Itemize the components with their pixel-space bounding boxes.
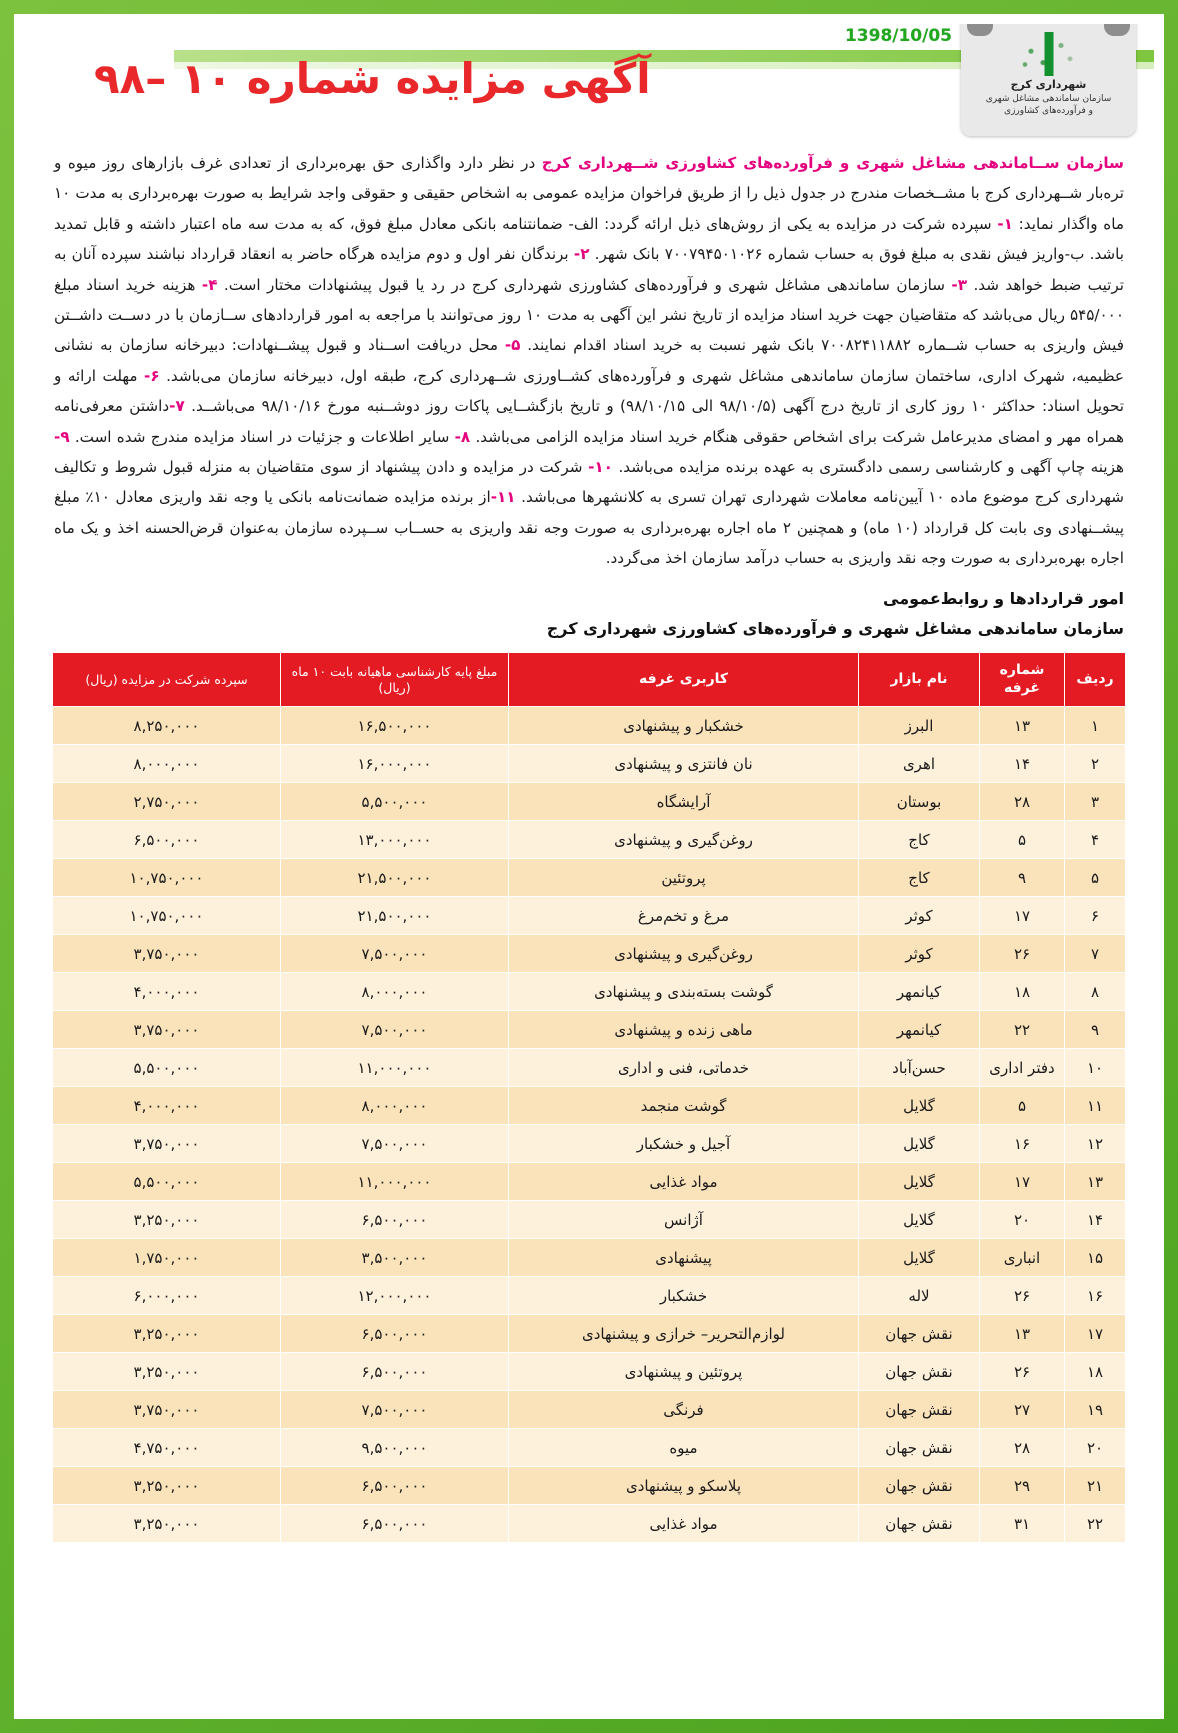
cell-market: گلایل <box>859 1125 980 1163</box>
cell-ordinal: ۱۰ <box>1065 1049 1126 1087</box>
announcement-body <box>24 142 1154 574</box>
cell-ordinal: ۱۹ <box>1065 1391 1126 1429</box>
cell-market: کیانمهر <box>859 973 980 1011</box>
cell-ordinal: ۱۱ <box>1065 1087 1126 1125</box>
clause-2: ۲- برندگان نفر اول و دوم مزایده هرگاه حاضر به انعقاد قرارداد نباشند سپرده آنان به ترتیب ضبط خواهد شد. <box>54 245 1124 294</box>
cell-price: ۸,۰۰۰,۰۰۰ <box>281 1087 509 1125</box>
table-body <box>53 707 1126 1543</box>
clause-3: ۳- سازمان ساماندهی مشاغل شهری و فرآورده‌های کشاورزی شهرداری کرج در رد یا قبول پیشنهادات مختار است. <box>217 275 967 294</box>
cell-booth: ۲۶ <box>980 1353 1065 1391</box>
cell-booth: ۲۷ <box>980 1391 1065 1429</box>
cell-deposit: ۸,۰۰۰,۰۰۰ <box>53 745 281 783</box>
cell-usage: خشکبار و پیشنهادی <box>509 707 859 745</box>
cell-usage: گوشت بسته‌بندی و پیشنهادی <box>509 973 859 1011</box>
table-row <box>53 1315 1126 1353</box>
cell-usage: گوشت منجمد <box>509 1087 859 1125</box>
cell-deposit: ۳,۷۵۰,۰۰۰ <box>53 935 281 973</box>
cell-deposit: ۳,۲۵۰,۰۰۰ <box>53 1315 281 1353</box>
cell-usage: روغن‌گیری و پیشنهادی <box>509 935 859 973</box>
cell-market: نقش جهان <box>859 1315 980 1353</box>
cell-price: ۷,۵۰۰,۰۰۰ <box>281 1125 509 1163</box>
cell-ordinal: ۷ <box>1065 935 1126 973</box>
cell-booth: دفتر اداری <box>980 1049 1065 1087</box>
col-header-booth-usage: کاربری غرفه <box>509 653 859 707</box>
cell-ordinal: ۶ <box>1065 897 1126 935</box>
cell-ordinal: ۱۷ <box>1065 1315 1126 1353</box>
col-header-base-price: مبلغ پایه کارشناسی ماهیانه بابت ۱۰ ماه (ریال) <box>281 653 509 707</box>
logo-org-line1: سازمان ساماندهی مشاغل شهری <box>985 94 1112 104</box>
cell-booth: ۱۷ <box>980 897 1065 935</box>
page-title: آگهی مزایده شماره ۱۰ –۹۸ <box>94 54 651 103</box>
col-header-market-name: نام بازار <box>859 653 980 707</box>
booths-table <box>52 652 1126 1543</box>
cell-deposit: ۴,۰۰۰,۰۰۰ <box>53 1087 281 1125</box>
cell-ordinal: ۴ <box>1065 821 1126 859</box>
cell-market: بوستان <box>859 783 980 821</box>
cell-market: لاله <box>859 1277 980 1315</box>
cell-booth: ۱۴ <box>980 745 1065 783</box>
cell-market: کوثر <box>859 935 980 973</box>
table-row <box>53 897 1126 935</box>
page-header <box>24 24 1154 142</box>
cell-market: حسن‌آباد <box>859 1049 980 1087</box>
cell-market: البرز <box>859 707 980 745</box>
cell-ordinal: ۳ <box>1065 783 1126 821</box>
table-row <box>53 1049 1126 1087</box>
table-header-row <box>53 653 1126 707</box>
intro-organization-name: سازمان ســاماندهی مشاغل شهری و فرآورده‌های کشاورزی شــهرداری کرج <box>541 154 1124 172</box>
cell-price: ۱۳,۰۰۰,۰۰۰ <box>281 821 509 859</box>
cell-deposit: ۳,۲۵۰,۰۰۰ <box>53 1505 281 1543</box>
cell-deposit: ۳,۷۵۰,۰۰۰ <box>53 1391 281 1429</box>
cell-deposit: ۶,۵۰۰,۰۰۰ <box>53 821 281 859</box>
clause-8: ۸- سایر اطلاعات و جزئیات در اسناد مزایده مندرج شده است. <box>69 427 471 446</box>
cell-usage: ماهی زنده و پیشنهادی <box>509 1011 859 1049</box>
col-header-ordinal: ردیف <box>1065 653 1126 707</box>
logo-org-line2: و فرآورده‌های کشاورزی <box>1004 106 1093 117</box>
cell-price: ۹,۵۰۰,۰۰۰ <box>281 1429 509 1467</box>
cell-usage: خدماتی، فنی و اداری <box>509 1049 859 1087</box>
cell-market: نقش جهان <box>859 1505 980 1543</box>
table-head <box>53 653 1126 707</box>
cell-booth: ۲۲ <box>980 1011 1065 1049</box>
cell-booth: ۱۸ <box>980 973 1065 1011</box>
cell-price: ۷,۵۰۰,۰۰۰ <box>281 1011 509 1049</box>
cell-deposit: ۳,۲۵۰,۰۰۰ <box>53 1467 281 1505</box>
cell-deposit: ۳,۲۵۰,۰۰۰ <box>53 1201 281 1239</box>
col-header-booth-number: شماره غرفه <box>980 653 1065 707</box>
cell-booth: ۱۶ <box>980 1125 1065 1163</box>
cell-deposit: ۳,۲۵۰,۰۰۰ <box>53 1353 281 1391</box>
clause-4: ۴- هزینه خرید اسناد مبلغ ۵۴۵/۰۰۰ ریال می‌باشد که متقاضیان جهت خرید اسناد مزایده از تاریخ نشر این آگهی به مدت ۱۰ روز می‌توانند با مراجعه به امور قراردادهای ســازمان با در دســت داشــتن فیش واریزی به حساب شــماره ۷۰۰۸۲۴۱۱۸۸۲ بانک شهر نسبت به خرید اسناد اقدام نمایند. <box>54 275 1125 355</box>
cell-usage: پروتئین و پیشنهادی <box>509 1353 859 1391</box>
cell-ordinal: ۱۴ <box>1065 1201 1126 1239</box>
cell-price: ۳,۵۰۰,۰۰۰ <box>281 1239 509 1277</box>
cell-deposit: ۳,۷۵۰,۰۰۰ <box>53 1011 281 1049</box>
cell-deposit: ۶,۰۰۰,۰۰۰ <box>53 1277 281 1315</box>
table-row <box>53 1391 1126 1429</box>
cell-booth: ۲۸ <box>980 1429 1065 1467</box>
cell-price: ۵,۵۰۰,۰۰۰ <box>281 783 509 821</box>
cell-usage: لوازم‌التحریر– خرازی و پیشنهادی <box>509 1315 859 1353</box>
clause-1: ۱- سپرده شرکت در مزایده به یکی از روش‌های ذیل ارائه گردد: الف- ضمانتنامه بانکی معادل مبلغ فوق، که به مدت سه ماه اعتبار داشته و قابل تمدید باشد. ب-واریز فیش نقدی به مبلغ فوق به حساب شماره ۷۰۰۷۹۴۵۰۱۰۲۶ بانک شهر. <box>54 214 1125 264</box>
clause-5: ۵- محل دریافت اســناد و قبول پیشــنهادات: دبیرخانه سازمان به نشانی عظیمیه، شهرک اداری، ساختمان سازمان ساماندهی مشاغل شهری و فرآورده‌های کشــاورزی شــهرداری کرج، طبقه اول، دبیرخانه سازمان می‌باشد. <box>54 336 1124 385</box>
cell-booth: ۲۰ <box>980 1201 1065 1239</box>
cell-price: ۶,۵۰۰,۰۰۰ <box>281 1467 509 1505</box>
cell-usage: مواد غذایی <box>509 1505 859 1543</box>
cell-booth: ۱۳ <box>980 707 1065 745</box>
cell-deposit: ۸,۲۵۰,۰۰۰ <box>53 707 281 745</box>
cell-deposit: ۲,۷۵۰,۰۰۰ <box>53 783 281 821</box>
table-row <box>53 821 1126 859</box>
cell-booth: ۲۶ <box>980 1277 1065 1315</box>
cell-price: ۶,۵۰۰,۰۰۰ <box>281 1353 509 1391</box>
table-row <box>53 1087 1126 1125</box>
cell-ordinal: ۲ <box>1065 745 1126 783</box>
cell-market: کاج <box>859 859 980 897</box>
clause-11: ۱۱-از برنده مزایده ضمانت‌نامه بانکی یا وجه نقد واریزی معادل ۱۰٪ مبلغ پیشــنهادی وی بابت کل قرارداد (۱۰ ماه) و همچنین ۲ ماه اجاره بهره‌برداری به صورت وجه نقد واریزی به حســاب ســپرده سازمان به‌عنوان قرض‌الحسنه اخذ و یک ماه اجاره بهره‌برداری به صورت وجه نقد واریزی به حساب درآمد سازمان اخذ می‌گردد. <box>54 488 1124 568</box>
cell-usage: فرنگی <box>509 1391 859 1429</box>
logo-org-short: شهرداری کرج <box>1010 78 1087 91</box>
table-row <box>53 1353 1126 1391</box>
cell-usage: مرغ و تخم‌مرغ <box>509 897 859 935</box>
table-row <box>53 707 1126 745</box>
table-row <box>53 1429 1126 1467</box>
table-row <box>53 1239 1126 1277</box>
cell-market: کیانمهر <box>859 1011 980 1049</box>
cell-deposit: ۵,۵۰۰,۰۰۰ <box>53 1049 281 1087</box>
cell-booth: ۲۸ <box>980 783 1065 821</box>
cell-usage: خشکبار <box>509 1277 859 1315</box>
cell-ordinal: ۲۲ <box>1065 1505 1126 1543</box>
cell-ordinal: ۸ <box>1065 973 1126 1011</box>
cell-deposit: ۱۰,۷۵۰,۰۰۰ <box>53 897 281 935</box>
cell-ordinal: ۱۳ <box>1065 1163 1126 1201</box>
cell-market: اهری <box>859 745 980 783</box>
clause-9: ۹- هزینه چاپ آگهی و کارشناسی رسمی دادگستری به عهده برنده مزایده می‌باشد. <box>54 427 1124 477</box>
cell-market: گلایل <box>859 1163 980 1201</box>
cell-price: ۱۱,۰۰۰,۰۰۰ <box>281 1163 509 1201</box>
cell-ordinal: ۱۵ <box>1065 1239 1126 1277</box>
cell-usage: آجیل و خشکبار <box>509 1125 859 1163</box>
cell-booth: ۵ <box>980 1087 1065 1125</box>
cell-ordinal: ۲۰ <box>1065 1429 1126 1467</box>
table-row <box>53 1125 1126 1163</box>
cell-price: ۷,۵۰۰,۰۰۰ <box>281 1391 509 1429</box>
cell-deposit: ۴,۷۵۰,۰۰۰ <box>53 1429 281 1467</box>
cell-usage: پیشنهادی <box>509 1239 859 1277</box>
clause-6: ۶- مهلت ارائه و تحویل اسناد: حداکثر ۱۰ روز کاری از تاریخ درج آگهی (۹۸/۱۰/۵ الی ۹۸/۱۰/۱۵) و تاریخ بازگشــایی پاکات روز دوشــنبه مورخ ۹۸/۱۰/۱۶ می‌باشــد. <box>54 366 1124 416</box>
page-inner <box>24 24 1154 1709</box>
cell-price: ۱۲,۰۰۰,۰۰۰ <box>281 1277 509 1315</box>
cell-market: کاج <box>859 821 980 859</box>
cell-market: نقش جهان <box>859 1353 980 1391</box>
cell-ordinal: ۱۲ <box>1065 1125 1126 1163</box>
cell-market: گلایل <box>859 1239 980 1277</box>
date-stamp: 1398/10/05 <box>844 26 952 46</box>
cell-usage: مواد غذایی <box>509 1163 859 1201</box>
cell-market: نقش جهان <box>859 1429 980 1467</box>
cell-deposit: ۱,۷۵۰,۰۰۰ <box>53 1239 281 1277</box>
cell-ordinal: ۵ <box>1065 859 1126 897</box>
cell-price: ۷,۵۰۰,۰۰۰ <box>281 935 509 973</box>
cell-market: گلایل <box>859 1201 980 1239</box>
cell-price: ۲۱,۵۰۰,۰۰۰ <box>281 897 509 935</box>
table-row <box>53 745 1126 783</box>
cell-booth: ۳۱ <box>980 1505 1065 1543</box>
cell-ordinal: ۲۱ <box>1065 1467 1126 1505</box>
cell-price: ۶,۵۰۰,۰۰۰ <box>281 1201 509 1239</box>
clause-7: ۷-داشتن معرفی‌نامه همراه مهر و امضای مدیرعامل شرکت برای اشخاص حقوقی هنگام خرید اسناد مزایده الزامی می‌باشد. <box>54 397 1124 446</box>
cell-usage: پلاسکو و پیشنهادی <box>509 1467 859 1505</box>
table-row <box>53 935 1126 973</box>
table-row <box>53 1277 1126 1315</box>
tree-logo-icon <box>961 30 1136 76</box>
cell-price: ۱۶,۵۰۰,۰۰۰ <box>281 707 509 745</box>
table-row <box>53 1201 1126 1239</box>
table-row <box>53 1505 1126 1543</box>
col-header-deposit: سپرده شرکت در مزایده (ریال) <box>53 653 281 707</box>
cell-ordinal: ۹ <box>1065 1011 1126 1049</box>
cell-usage: روغن‌گیری و پیشنهادی <box>509 821 859 859</box>
signature-organization: سازمان ساماندهی مشاغل شهری و فرآورده‌های کشاورزی شهرداری کرج <box>546 619 1124 639</box>
cell-deposit: ۴,۰۰۰,۰۰۰ <box>53 973 281 1011</box>
cell-price: ۱۶,۰۰۰,۰۰۰ <box>281 745 509 783</box>
table-row <box>53 1011 1126 1049</box>
cell-booth: ۲۹ <box>980 1467 1065 1505</box>
cell-usage: نان فانتزی و پیشنهادی <box>509 745 859 783</box>
intro-rest: در نظر دارد واگذاری حق بهره‌برداری از تعدادی غرف بازارهای روز میوه و تره‌بار شــهرداری کرج با مشــخصات مندرج در جدول ذیل را از طریق فراخوان مزایده عمومی به اشخاص حقیقی و حقوقی واجد شرایط به صورت بهره‌برداری به مدت ۱۰ ماه واگذار نماید: <box>54 154 1125 233</box>
organization-logo <box>961 24 1136 136</box>
cell-price: ۲۱,۵۰۰,۰۰۰ <box>281 859 509 897</box>
table-row <box>53 783 1126 821</box>
clause-10: ۱۰- شرکت در مزایده و دادن پیشنهاد از سوی متقاضیان به منزله قبول شروط و تکالیف شهرداری کرج موضوع ماده ۱۰ آیین‌نامه معاملات شهرداری تهران تسری به کلانشهرها می‌باشد. <box>54 458 1124 507</box>
cell-deposit: ۵,۵۰۰,۰۰۰ <box>53 1163 281 1201</box>
cell-booth: ۲۶ <box>980 935 1065 973</box>
cell-price: ۱۱,۰۰۰,۰۰۰ <box>281 1049 509 1087</box>
table-row <box>53 973 1126 1011</box>
cell-ordinal: ۱ <box>1065 707 1126 745</box>
cell-deposit: ۱۰,۷۵۰,۰۰۰ <box>53 859 281 897</box>
cell-price: ۶,۵۰۰,۰۰۰ <box>281 1505 509 1543</box>
signature-block <box>24 584 1154 645</box>
cell-booth: ۵ <box>980 821 1065 859</box>
cell-market: گلایل <box>859 1087 980 1125</box>
booths-table-wrapper <box>52 652 1126 1543</box>
cell-ordinal: ۱۶ <box>1065 1277 1126 1315</box>
signature-department: امور قراردادها و روابط‌عمومی <box>883 588 1124 608</box>
cell-booth: ۱۳ <box>980 1315 1065 1353</box>
cell-usage: پروتئین <box>509 859 859 897</box>
cell-price: ۸,۰۰۰,۰۰۰ <box>281 973 509 1011</box>
cell-usage: میوه <box>509 1429 859 1467</box>
cell-booth: انباری <box>980 1239 1065 1277</box>
cell-market: کوثر <box>859 897 980 935</box>
cell-price: ۶,۵۰۰,۰۰۰ <box>281 1315 509 1353</box>
cell-market: نقش جهان <box>859 1467 980 1505</box>
cell-ordinal: ۱۸ <box>1065 1353 1126 1391</box>
table-row <box>53 1163 1126 1201</box>
cell-deposit: ۳,۷۵۰,۰۰۰ <box>53 1125 281 1163</box>
table-row <box>53 1467 1126 1505</box>
table-row <box>53 859 1126 897</box>
cell-usage: آرایشگاه <box>509 783 859 821</box>
cell-usage: آژانس <box>509 1201 859 1239</box>
cell-market: نقش جهان <box>859 1391 980 1429</box>
body-paragraph <box>54 148 1124 574</box>
cell-booth: ۱۷ <box>980 1163 1065 1201</box>
cell-booth: ۹ <box>980 859 1065 897</box>
